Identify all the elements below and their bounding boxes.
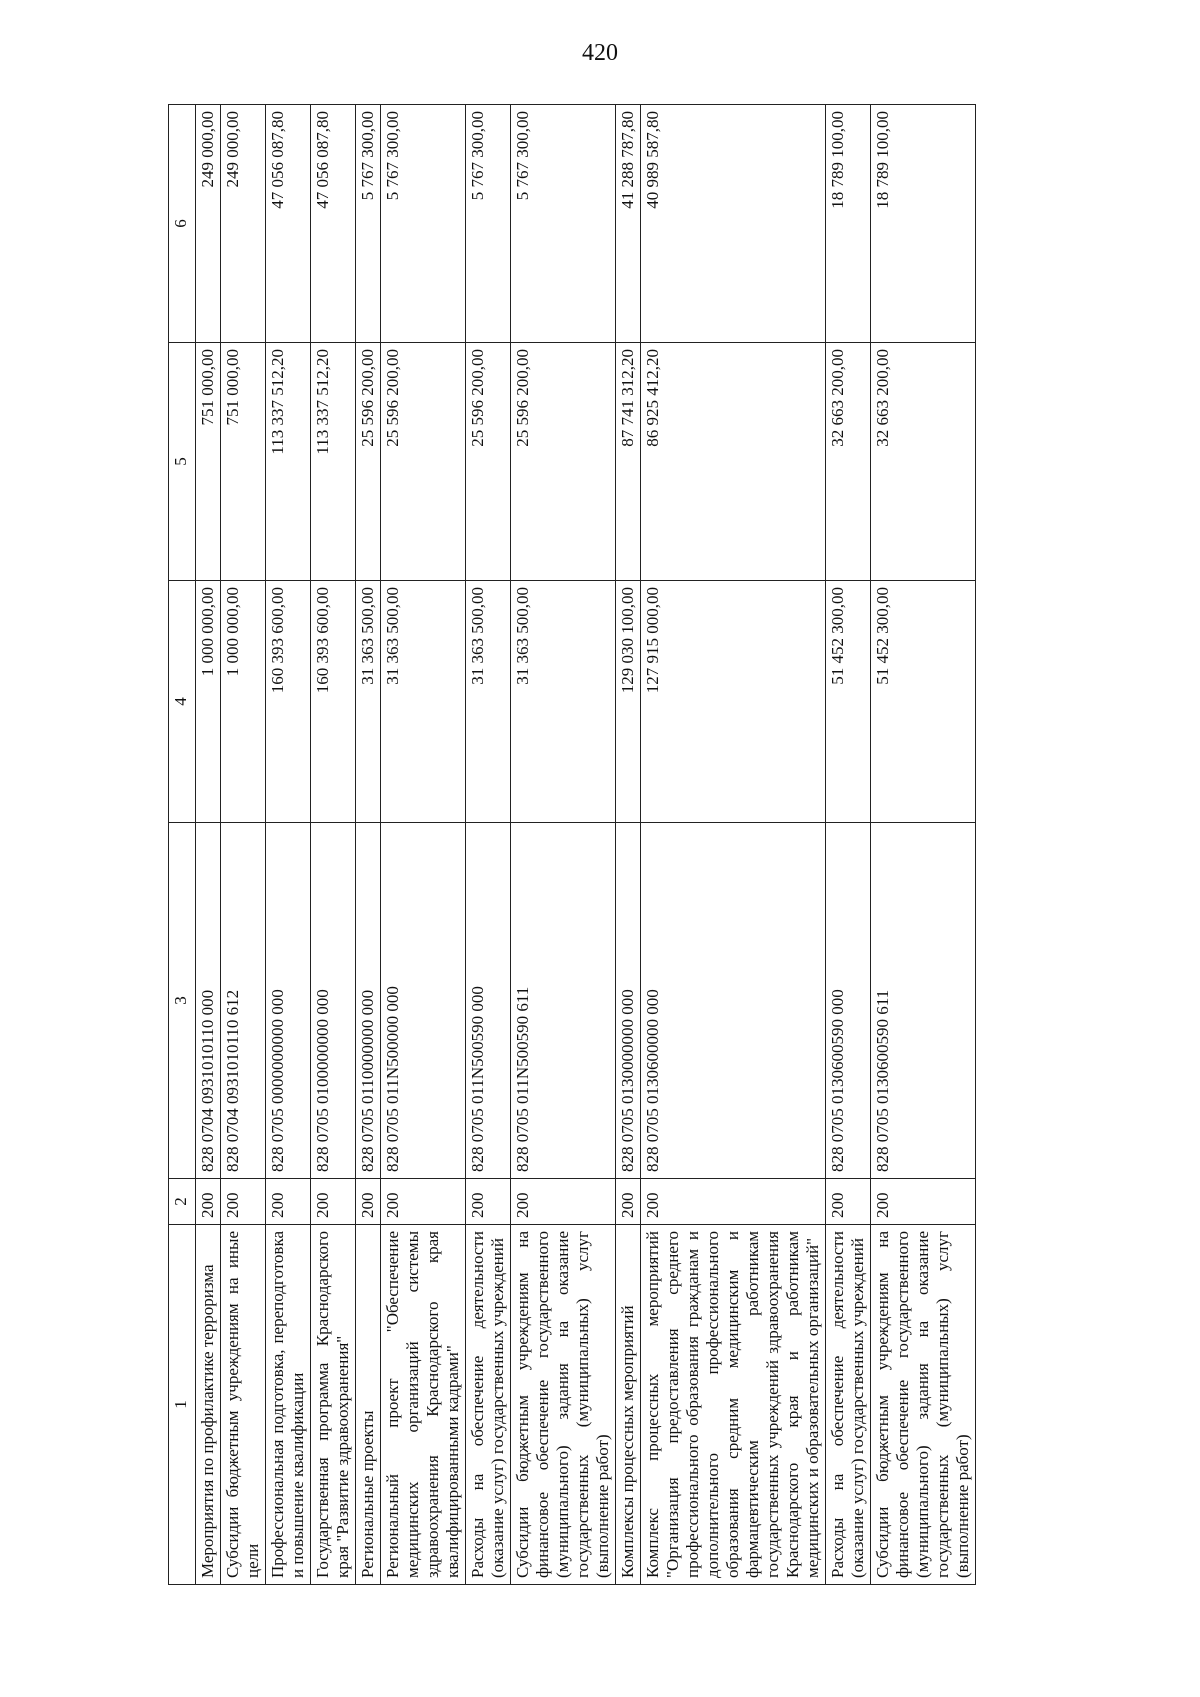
row-code: 828 0705 0130000000 000	[616, 823, 641, 1179]
row-name: Субсидии бюджетным учреждениям на иные цели	[221, 1225, 266, 1585]
row-name: Комплексы процессных мероприятий	[616, 1225, 641, 1585]
row-name: Субсидии бюджетным учреждениям на финансовое обеспечение государственного (муниципального) задания на оказание государственных (муниципальных) услуг (выполнение работ)	[511, 1225, 616, 1585]
row-value-4: 129 030 100,00	[616, 581, 641, 823]
table-row	[381, 105, 466, 1585]
row-value-4: 160 393 600,00	[266, 581, 311, 823]
row-value-4: 31 363 500,00	[511, 581, 616, 823]
row-value-4: 51 452 300,00	[871, 581, 976, 823]
row-value-5: 25 596 200,00	[511, 343, 616, 581]
row-value-5: 25 596 200,00	[466, 343, 511, 581]
row-name: Мероприятия по профилактике терроризма	[196, 1225, 221, 1585]
row-value-4: 31 363 500,00	[356, 581, 381, 823]
row-unit: 200	[466, 1179, 511, 1225]
row-value-4: 51 452 300,00	[826, 581, 871, 823]
row-value-6: 40 989 587,80	[641, 105, 826, 343]
row-value-5: 113 337 512,20	[311, 343, 356, 581]
row-unit: 200	[221, 1179, 266, 1225]
header-col-6: 6	[169, 105, 196, 343]
row-value-5: 32 663 200,00	[826, 343, 871, 581]
table-row	[266, 105, 311, 1585]
header-col-4: 4	[169, 581, 196, 823]
row-unit: 200	[266, 1179, 311, 1225]
row-value-4: 31 363 500,00	[381, 581, 466, 823]
row-unit: 200	[356, 1179, 381, 1225]
rotated-table-container	[168, 105, 1138, 1585]
row-unit: 200	[871, 1179, 976, 1225]
row-value-5: 87 741 312,20	[616, 343, 641, 581]
row-value-5: 86 925 412,20	[641, 343, 826, 581]
table-row	[871, 105, 976, 1585]
row-code: 828 0704 0931010110 000	[196, 823, 221, 1179]
row-value-6: 5 767 300,00	[466, 105, 511, 343]
table-row	[616, 105, 641, 1585]
row-name: Государственная программа Краснодарского края "Развитие здравоохранения"	[311, 1225, 356, 1585]
row-unit: 200	[196, 1179, 221, 1225]
table-row	[466, 105, 511, 1585]
row-code: 828 0705 011N500000 000	[381, 823, 466, 1179]
header-col-3: 3	[169, 823, 196, 1179]
row-value-4: 1 000 000,00	[196, 581, 221, 823]
row-name: Расходы на обеспечение деятельности (оказание услуг) государственных учреждений	[466, 1225, 511, 1585]
page-number: 420	[582, 40, 618, 66]
table-body	[196, 105, 976, 1585]
row-value-4: 1 000 000,00	[221, 581, 266, 823]
row-name: Профессиональная подготовка, переподготовка и повышение квалификации	[266, 1225, 311, 1585]
table-row	[221, 105, 266, 1585]
row-code: 828 0705 0110000000 000	[356, 823, 381, 1179]
row-value-6: 47 056 087,80	[266, 105, 311, 343]
row-value-6: 41 288 787,80	[616, 105, 641, 343]
row-value-6: 5 767 300,00	[511, 105, 616, 343]
table-header	[169, 105, 196, 1585]
row-value-6: 249 000,00	[221, 105, 266, 343]
row-value-5: 25 596 200,00	[381, 343, 466, 581]
row-value-5: 751 000,00	[221, 343, 266, 581]
row-value-6: 5 767 300,00	[381, 105, 466, 343]
row-unit: 200	[616, 1179, 641, 1225]
row-value-5: 113 337 512,20	[266, 343, 311, 581]
table-row	[196, 105, 221, 1585]
table-row	[641, 105, 826, 1585]
row-name: Субсидии бюджетным учреждениям на финансовое обеспечение государственного (муниципального) задания на оказание государственных (муниципальных) услуг (выполнение работ)	[871, 1225, 976, 1585]
row-value-5: 25 596 200,00	[356, 343, 381, 581]
row-code: 828 0705 011N500590 000	[466, 823, 511, 1179]
table-row	[356, 105, 381, 1585]
row-value-5: 751 000,00	[196, 343, 221, 581]
row-code: 828 0705 011N500590 611	[511, 823, 616, 1179]
row-code: 828 0704 0931010110 612	[221, 823, 266, 1179]
row-code: 828 0705 0130600590 000	[826, 823, 871, 1179]
row-code: 828 0705 0000000000 000	[266, 823, 311, 1179]
row-code: 828 0705 0100000000 000	[311, 823, 356, 1179]
header-col-1: 1	[169, 1225, 196, 1585]
header-row	[169, 105, 196, 1585]
row-unit: 200	[511, 1179, 616, 1225]
row-value-6: 47 056 087,80	[311, 105, 356, 343]
header-col-2: 2	[169, 1179, 196, 1225]
row-name: Региональный проект "Обеспечение медицинских организаций системы здравоохранения Краснодарского края квалифицированными кадрами"	[381, 1225, 466, 1585]
row-unit: 200	[311, 1179, 356, 1225]
row-value-4: 127 915 000,00	[641, 581, 826, 823]
row-code: 828 0705 0130600000 000	[641, 823, 826, 1179]
row-value-6: 18 789 100,00	[871, 105, 976, 343]
row-value-5: 32 663 200,00	[871, 343, 976, 581]
row-unit: 200	[381, 1179, 466, 1225]
budget-table	[168, 104, 976, 1585]
rotated-table-frame	[168, 105, 1138, 1585]
table-row	[511, 105, 616, 1585]
row-value-6: 249 000,00	[196, 105, 221, 343]
row-value-6: 5 767 300,00	[356, 105, 381, 343]
row-value-6: 18 789 100,00	[826, 105, 871, 343]
row-value-4: 160 393 600,00	[311, 581, 356, 823]
row-name: Расходы на обеспечение деятельности (оказание услуг) государственных учреждений	[826, 1225, 871, 1585]
table-row	[311, 105, 356, 1585]
row-name: Региональные проекты	[356, 1225, 381, 1585]
row-unit: 200	[826, 1179, 871, 1225]
row-unit: 200	[641, 1179, 826, 1225]
table-row	[826, 105, 871, 1585]
row-value-4: 31 363 500,00	[466, 581, 511, 823]
row-code: 828 0705 0130600590 611	[871, 823, 976, 1179]
row-name: Комплекс процессных мероприятий "Организация предоставления среднего профессионального образования гражданам и дополнительного профессионального образования средним медицинским и фармацевтическим работникам государственных учреждений здравоохранения Краснодарского края и работникам медицинских и образовательных организаций"	[641, 1225, 826, 1585]
header-col-5: 5	[169, 343, 196, 581]
